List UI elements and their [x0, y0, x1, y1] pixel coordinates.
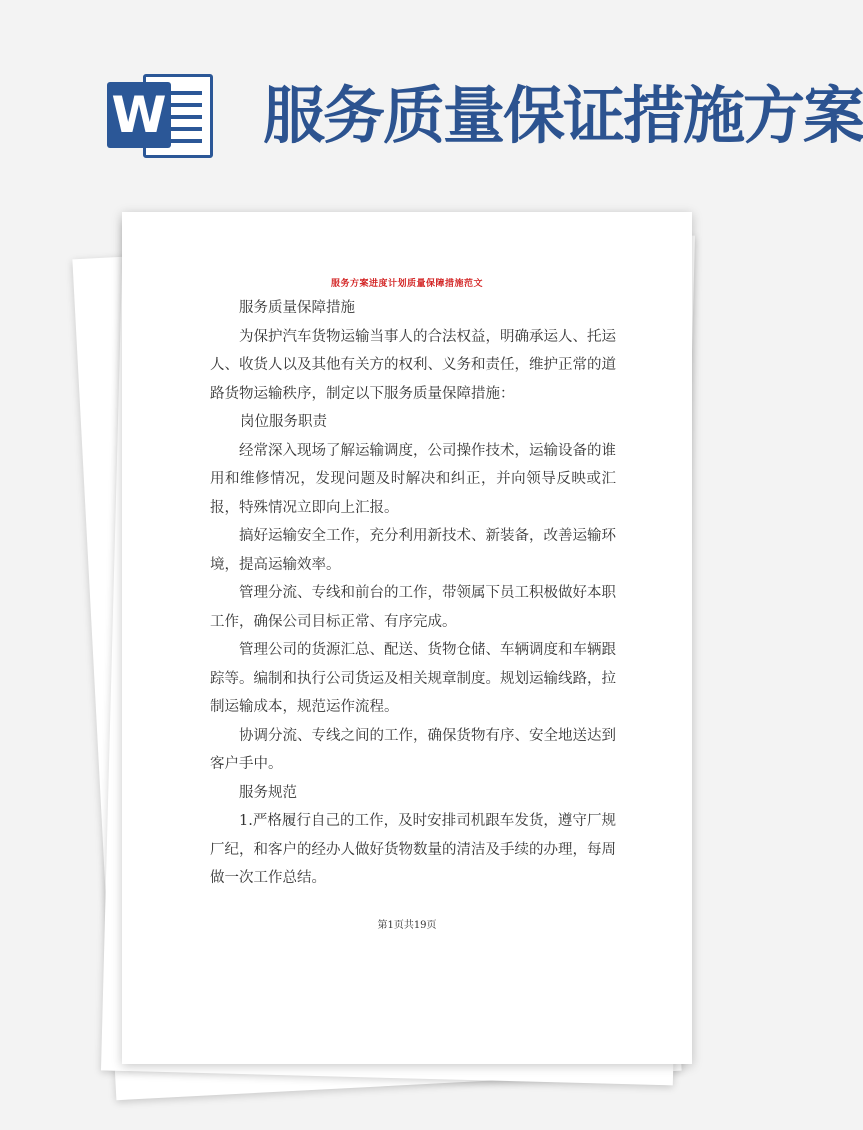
page-number-footer: 第1页共19页: [377, 920, 437, 931]
paragraph-norm-1: 1.严格履行自己的工作，及时安排司机跟车发货，遵守厂规厂纪，和客户的经办人做好货物数量的清洁及手续的办理，每周做一次工作总结。: [210, 813, 616, 886]
paragraph-duty-2: 搞好运输安全工作，充分利用新技术、新装备，改善运输环境，提高运输效率。: [210, 528, 616, 573]
paragraph-duty-1: 经常深入现场了解运输调度，公司操作技术，运输设备的谁用和维修情况，发现问题及时解决和纠正，并向领导反映或汇报，特殊情况立即向上汇报。: [210, 442, 616, 516]
document-body: [210, 294, 616, 893]
document-header: 服务方案进度计划质量保障措施范文: [330, 279, 483, 289]
word-letter: W: [107, 82, 171, 148]
banner: [0, 0, 863, 200]
paragraph-intro: 为保护汽车货物运输当事人的合法权益，明确承运人、托运人、收货人以及其他有关方的权利、义务和责任，维护正常的道路货物运输秩序，制定以下服务质量保障措施：: [210, 328, 616, 402]
paragraph-duty-4: 管理公司的货源汇总、配送、货物仓储、车辆调度和车辆跟踪等。编制和执行公司货运及相关规章制度。规划运输线路，拉制运输成本，规范运作流程。: [210, 642, 616, 715]
paragraph-duty-3: 管理分流、专线和前台的工作，带领属下员工积极做好本职工作，确保公司目标正常、有序完成。: [210, 585, 616, 630]
word-document-icon: [107, 72, 217, 160]
paragraph-heading-service-norms: 服务规范: [239, 784, 297, 801]
paragraph-heading-duties: 岗位服务职责: [240, 414, 327, 430]
banner-title: 服务质量保证措施方案: [263, 79, 863, 152]
paragraph-duty-5: 协调分流、专线之间的工作，确保货物有序、安全地送达到客户手中。: [210, 727, 616, 772]
paragraph-heading-service-quality: 服务质量保障措施: [239, 300, 355, 316]
document-page: [122, 212, 692, 1064]
